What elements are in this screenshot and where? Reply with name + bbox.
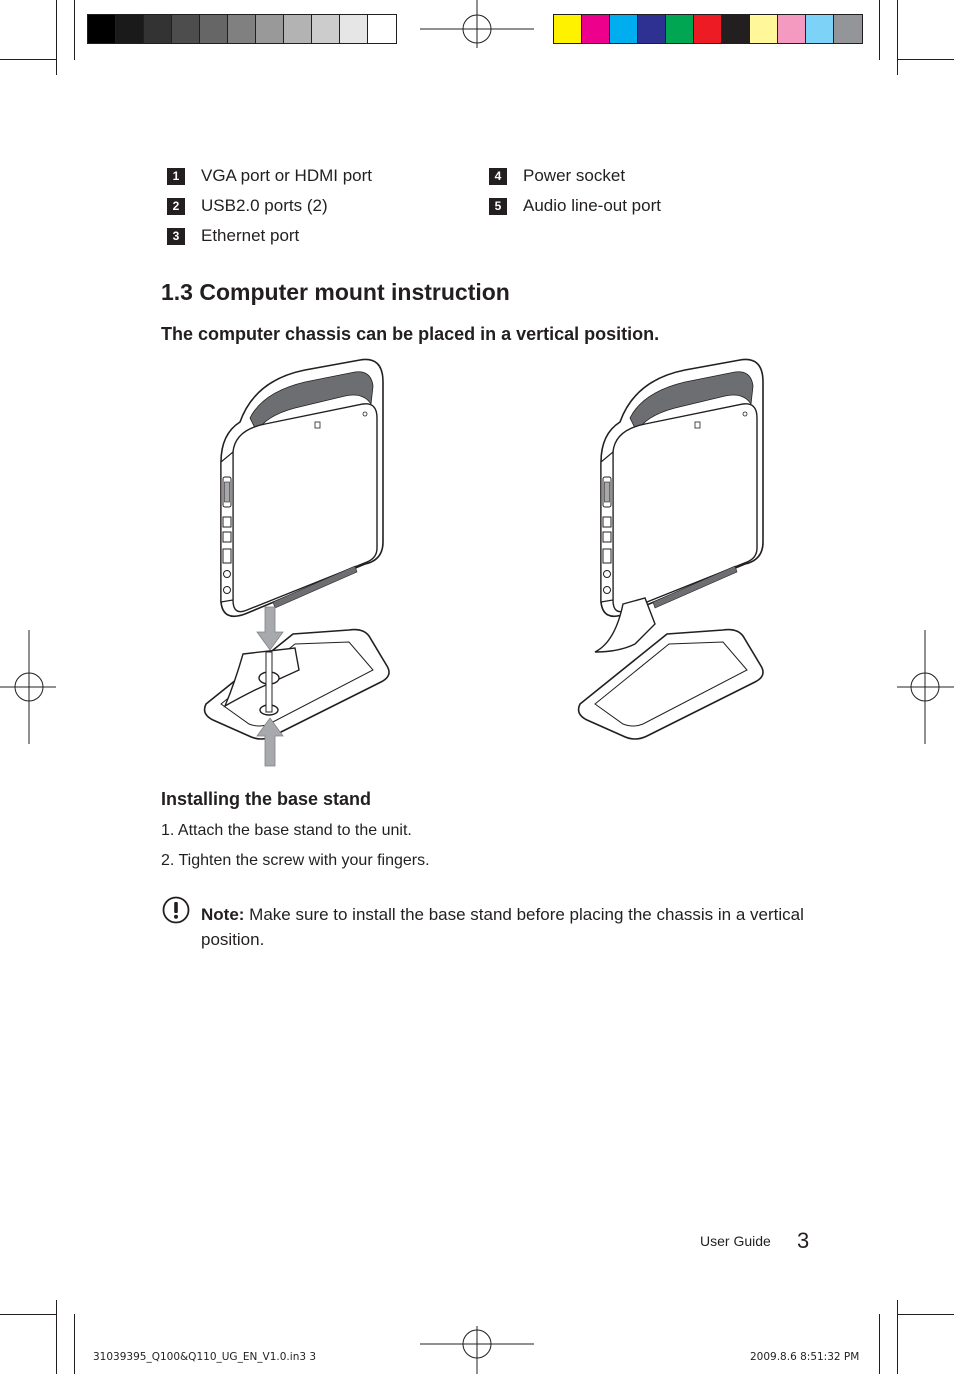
legend-item bbox=[167, 196, 328, 216]
legend-label: Ethernet port bbox=[201, 226, 300, 245]
legend-item bbox=[489, 196, 661, 216]
note-body: Make sure to install the base stand before placing the chassis in a vertical position. bbox=[201, 905, 804, 949]
legend-label: VGA port or HDMI port bbox=[201, 166, 372, 185]
section-subtitle: The computer chassis can be placed in a vertical position. bbox=[161, 324, 660, 344]
slug-timestamp: 2009.8.6 8:51:32 PM bbox=[750, 1351, 860, 1363]
install-step: 2. Tighten the screw with your fingers. bbox=[161, 852, 430, 869]
legend-number: 5 bbox=[489, 198, 507, 215]
legend-item bbox=[167, 166, 372, 186]
note-label: Note: bbox=[201, 905, 245, 924]
warning-icon bbox=[161, 895, 191, 925]
legend-label: Power socket bbox=[523, 166, 626, 185]
legend-number: 4 bbox=[489, 168, 507, 185]
slug-filename: 31039395_Q100&Q110_UG_EN_V1.0.in3 3 bbox=[93, 1351, 317, 1363]
note-text bbox=[201, 902, 811, 952]
legend-number: 3 bbox=[167, 228, 185, 245]
footer-label: User Guide bbox=[700, 1233, 771, 1249]
legend-item bbox=[167, 226, 299, 246]
legend-number: 1 bbox=[167, 168, 185, 185]
legend-number: 2 bbox=[167, 198, 185, 215]
legend-label: USB2.0 ports (2) bbox=[201, 196, 328, 215]
section-title: 1.3 Computer mount instruction bbox=[161, 279, 510, 305]
install-title: Installing the base stand bbox=[161, 789, 372, 809]
legend-item bbox=[489, 166, 625, 186]
legend-label: Audio line-out port bbox=[523, 196, 661, 215]
page-number: 3 bbox=[797, 1228, 810, 1253]
install-step: 1. Attach the base stand to the unit. bbox=[161, 822, 412, 839]
mount-illustration bbox=[195, 352, 795, 772]
